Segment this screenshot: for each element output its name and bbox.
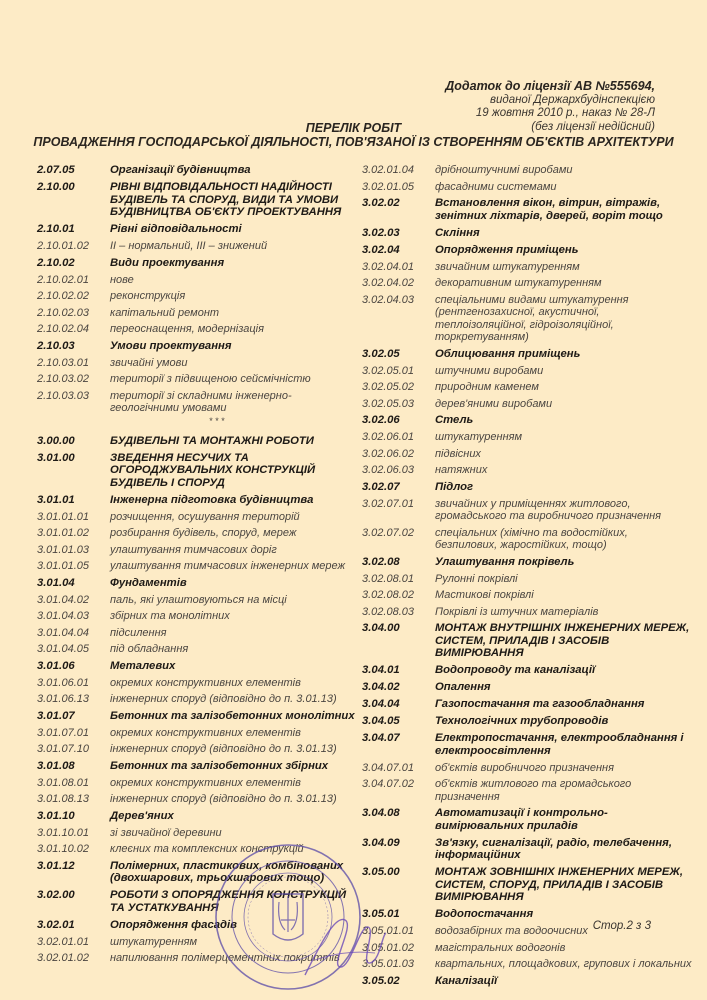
item-text: штучними виробами (435, 364, 544, 377)
list-item (37, 544, 357, 557)
list-item (362, 866, 692, 904)
item-text: Бетонних та залізобетонних монолітних (110, 709, 355, 722)
item-code: 3.02.02 (362, 197, 400, 209)
item-text: спеціальними видами штукатурення (рентгенозахисної, акустичної, теплоізоляційної, гідроізоляційної, торкретуванням) (435, 293, 629, 343)
item-text: Газопостачання та газообладнання (435, 698, 645, 710)
item-text: Облицювання приміщень (435, 347, 581, 360)
item-text: РІВНІ ВІДПОВІДАЛЬНОСТІ НАДІЙНОСТІ БУДІВЕЛЬ ТА СПОРУД, ВИДИ ТА УМОВИ БУДІВНИЦТВА ОБ'ЄКТУ ПРОЕКТУВАННЯ (110, 181, 342, 218)
item-text: магістральних водогонів (435, 941, 566, 954)
item-code: 3.02.08.03 (362, 605, 414, 618)
item-code: 3.02.01.01 (37, 935, 89, 948)
item-code: 3.01.06 (37, 659, 75, 672)
list-item (37, 511, 357, 524)
item-code: 3.02.01 (37, 918, 75, 931)
list-item (37, 777, 357, 790)
item-code: 3.02.04.03 (362, 293, 414, 306)
item-code: 3.05.01.01 (362, 925, 414, 937)
item-text: окремих конструктивних елементів (110, 676, 301, 689)
item-code: 3.02.01.02 (37, 952, 89, 964)
list-item (37, 257, 357, 270)
list-item (362, 778, 692, 803)
list-item (362, 498, 692, 523)
item-code: 3.01.01 (37, 493, 75, 506)
item-text: інженерних споруд (відповідно до п. 3.01.13) (110, 743, 337, 755)
item-code: 3.01.04 (37, 576, 75, 589)
item-code: 2.07.05 (37, 164, 75, 176)
item-text: Технологічних трубопроводів (435, 715, 609, 727)
list-item (362, 414, 692, 427)
item-code: 3.01.08.13 (37, 793, 89, 805)
item-code: 2.10.01 (37, 223, 75, 235)
item-text: водозабірних та водоочисних (435, 925, 588, 937)
item-text: Підлог (435, 480, 474, 493)
item-code: 3.02.07 (362, 480, 400, 493)
list-item (37, 827, 357, 840)
item-text: розчищення, осушування територій (110, 510, 300, 523)
list-item (362, 732, 692, 757)
list-item (37, 181, 357, 219)
list-item (362, 556, 692, 569)
item-code: 2.10.03 (37, 339, 75, 352)
item-text: зі звичайної деревини (110, 826, 222, 839)
list-item (37, 290, 357, 303)
item-code: 3.04.08 (362, 807, 400, 819)
handwritten-signature (300, 905, 390, 985)
list-item (362, 681, 692, 694)
list-item (37, 164, 357, 177)
item-code: 3.02.07.02 (362, 526, 414, 539)
list-item (362, 664, 692, 677)
item-text: об'єктів житлового та громадського призначення (435, 778, 632, 803)
list-item (362, 573, 692, 586)
list-item (37, 223, 357, 236)
item-code: 3.02.03 (362, 226, 400, 239)
item-code: 2.10.03.01 (37, 356, 89, 369)
item-text: Бетонних та залізобетонних збірних (110, 759, 329, 772)
list-item (37, 357, 357, 370)
item-text: дрібноштучнимі виробами (435, 164, 573, 176)
item-code: 3.02.05.03 (362, 397, 414, 410)
item-code: 3.02.06.02 (362, 447, 414, 460)
list-item (37, 810, 357, 823)
item-text: Організації будівництва (110, 164, 251, 176)
item-code: 3.01.07 (37, 709, 75, 722)
title-line-2: ПРОВАДЖЕННЯ ГОСПОДАРСЬКОЇ ДІЯЛЬНОСТІ, ПОВ'ЯЗАНОЇ ІЗ СТВОРЕННЯМ ОБ'ЄКТІВ АРХІТЕКТУРИ (33, 135, 674, 149)
item-text: Автоматизації і контрольно-вимірювальних приладів (435, 807, 608, 832)
issue-date-order: 19 жовтня 2010 р., наказ № 28-Л (475, 107, 655, 119)
list-item (362, 244, 692, 257)
list-item (37, 760, 357, 773)
item-code: 3.02.08 (362, 555, 400, 568)
item-code: 3.04.05 (362, 715, 400, 727)
item-code: 2.10.00 (37, 181, 75, 193)
item-code: 3.01.01.05 (37, 560, 89, 572)
item-text: капітальний ремонт (110, 306, 220, 319)
item-text: звичайним штукатуренням (435, 260, 580, 273)
list-item (362, 606, 692, 619)
list-item (362, 762, 692, 775)
item-code: 3.02.08.01 (362, 572, 414, 585)
list-item (362, 365, 692, 378)
item-code: 3.01.04.03 (37, 610, 89, 622)
list-item (362, 164, 692, 177)
item-text: Умови проектування (110, 339, 232, 352)
list-item (362, 197, 692, 222)
item-text: Інженерна підготовка будівництва (110, 493, 314, 506)
license-annex-title: Додаток до ліцензії АВ №555694, (445, 79, 655, 93)
validity-note: (без ліцензії недійсний) (531, 120, 655, 133)
item-code: 2.10.02.01 (37, 273, 89, 286)
item-text: Опорядження фасадів (110, 918, 237, 931)
list-item (362, 481, 692, 494)
item-text: штукатуренням (435, 431, 523, 443)
list-item (362, 448, 692, 461)
item-code: 3.02.04 (362, 243, 400, 256)
list-item (37, 710, 357, 723)
item-code: 3.04.07.01 (362, 761, 414, 774)
item-text: нове (110, 273, 134, 286)
item-text: інженерних споруд (відповідно до п. 3.01.13) (110, 693, 337, 705)
item-text: дерев'яними виробами (435, 397, 553, 410)
list-item (37, 727, 357, 740)
list-item (37, 693, 357, 706)
item-code: 3.02.06.03 (362, 464, 414, 476)
item-text: Покрівлі із штучних матеріалів (435, 605, 599, 618)
item-code: 3.04.01 (362, 664, 400, 676)
item-code: 3.04.02 (362, 681, 400, 693)
item-text: Водопостачання (435, 908, 534, 920)
list-item (362, 837, 692, 862)
item-text: улаштування тимчасових доріг (110, 543, 277, 556)
title-line-1: ПЕРЕЛІК РОБІТ (305, 121, 402, 135)
item-code: 3.01.10.02 (37, 843, 89, 855)
item-code: 3.01.06.13 (37, 693, 89, 705)
item-text: Види проектування (110, 256, 225, 269)
item-code: 2.10.02.03 (37, 306, 89, 319)
list-item (37, 307, 357, 320)
item-text: Улаштування покрівель (435, 555, 575, 568)
item-text: переоснащення, модернізація (110, 323, 264, 335)
item-text: Опалення (435, 681, 491, 693)
item-text: Опорядження приміщень (435, 243, 579, 256)
list-item (362, 715, 692, 728)
item-text: об'єктів виробничого призначення (435, 761, 614, 774)
item-code: 3.02.08.02 (362, 589, 414, 601)
list-item (37, 610, 357, 623)
list-item (37, 627, 357, 640)
item-code: 3.04.09 (362, 836, 400, 849)
list-item (37, 240, 357, 253)
item-code: 3.05.01.03 (362, 958, 414, 970)
item-text: МОНТАЖ ЗОВНІШНІХ ІНЖЕНЕРНИХ МЕРЕЖ, СИСТЕМ, СПОРУД, ПРИЛАДІВ І ЗАСОБІВ ВИМІРЮВАННЯ (435, 866, 683, 903)
item-text: РОБОТИ З ОПОРЯДЖЕННЯ КОНСТРУКЦІЙ ТА УСТАТКУВАННЯ (110, 889, 347, 914)
list-item (362, 589, 692, 602)
item-text: Рівні відповідальності (110, 223, 242, 235)
item-text: фасадними системами (435, 180, 557, 193)
item-text: розбирання будівель, споруд, мереж (110, 527, 297, 539)
item-text: підсилення (110, 626, 167, 639)
item-text: підвісних (435, 447, 481, 460)
list-item (37, 527, 357, 540)
item-text: Дерев'яних (110, 809, 174, 822)
item-text: реконструкція (110, 290, 186, 302)
list-item (362, 975, 692, 988)
item-code: 3.01.08.01 (37, 776, 89, 789)
item-code: 3.02.06.01 (362, 431, 414, 443)
item-text: натяжних (435, 464, 488, 476)
document-title (0, 121, 707, 149)
item-code: 3.01.01.02 (37, 527, 89, 539)
issued-by: виданої Держархбудінспекцією (489, 93, 655, 106)
list-item (37, 340, 357, 353)
item-code: 3.02.01.04 (362, 164, 414, 176)
item-text: під обладнання (110, 643, 189, 655)
item-code: 3.02.05.02 (362, 381, 414, 393)
item-text: напилювання полімерцементних покриттів (110, 952, 340, 964)
item-code: 2.10.02 (37, 256, 75, 269)
item-code: 3.01.01.03 (37, 543, 89, 556)
item-code: 2.10.02.02 (37, 290, 89, 302)
item-code: 3.04.07 (362, 732, 400, 744)
item-code: 3.02.04.02 (362, 277, 414, 289)
item-text: Електропостачання, електрообладнання і електроосвітлення (435, 732, 684, 757)
item-code: 2.10.03.02 (37, 373, 89, 385)
item-code: 3.01.00 (37, 451, 75, 464)
item-text: Водопроводу та каналізації (435, 664, 596, 676)
item-code: 3.02.05 (362, 347, 400, 360)
item-text: Мастикові покрівлі (435, 589, 534, 601)
item-code: 3.01.04.05 (37, 643, 89, 655)
list-item (37, 660, 357, 673)
item-text: природним каменем (435, 381, 539, 393)
item-code: 3.02.04.01 (362, 260, 414, 273)
item-text: окремих конструктивних елементів (110, 776, 301, 789)
list-item (362, 294, 692, 344)
item-text: звичайні умови (110, 356, 188, 369)
list-item (362, 277, 692, 290)
item-text: МОНТАЖ ВНУТРІШНІХ ІНЖЕНЕРНИХ МЕРЕЖ, СИСТЕМ, ПРИЛАДІВ І ЗАСОБІВ ВИМІРЮВАННЯ (435, 622, 690, 659)
list-item (362, 398, 692, 411)
section-separator: * * * (209, 415, 225, 426)
list-item (37, 452, 357, 490)
item-code: 3.02.01.05 (362, 180, 414, 193)
item-text: декоративним штукатуренням (435, 277, 602, 289)
list-item (362, 464, 692, 477)
item-text: Стель (435, 414, 474, 426)
item-text: Полімерних, пластикових, комбінованих (двохшарових, трьохшарових тощо) (110, 859, 344, 884)
list-item (362, 908, 692, 921)
item-text: Фундаментів (110, 576, 187, 589)
item-code: 3.02.06 (362, 414, 400, 426)
list-item (362, 958, 692, 971)
item-code: 3.01.01.01 (37, 510, 89, 523)
item-code: 3.05.02 (362, 974, 400, 987)
item-text: Рулонні покрівлі (435, 572, 518, 585)
item-code: 3.01.12 (37, 859, 75, 872)
list-item (37, 390, 357, 415)
list-item (37, 494, 357, 507)
list-item (362, 227, 692, 240)
item-text: ЗВЕДЕННЯ НЕСУЧИХ ТА ОГОРОДЖУВАЛЬНИХ КОНСТРУКЦІЙ БУДІВЕЛЬ І СПОРУД (110, 451, 316, 489)
list-item (362, 431, 692, 444)
item-code: 2.10.03.03 (37, 389, 89, 402)
item-code: 3.02.00 (37, 889, 75, 901)
item-text: ІІ – нормальний, ІІІ – знижений (110, 240, 268, 252)
list-item (362, 807, 692, 832)
item-code: 3.01.10.01 (37, 826, 89, 839)
list-item (362, 942, 692, 955)
item-code: 3.01.04.04 (37, 626, 89, 639)
item-code: 3.01.04.02 (37, 593, 89, 606)
item-code: 3.05.01 (362, 908, 400, 920)
list-item (362, 261, 692, 274)
item-code: 3.01.08 (37, 759, 75, 772)
page-number: Стор.2 з 3 (592, 920, 651, 932)
item-text: Металевих (110, 659, 176, 672)
item-text: спеціальних (хімічно та водостійких, безпилових, жаростійких, тощо) (435, 526, 628, 551)
list-item (37, 435, 357, 448)
item-text: БУДІВЕЛЬНІ ТА МОНТАЖНІ РОБОТИ (110, 434, 314, 447)
item-code: 3.04.04 (362, 698, 400, 710)
item-code: 2.10.02.04 (37, 323, 89, 335)
item-text: території з підвищеною сейсмічністю (110, 373, 311, 385)
item-code: 3.05.00 (362, 866, 400, 878)
list-item (37, 274, 357, 287)
item-code: 2.10.01.02 (37, 240, 89, 252)
list-item (37, 560, 357, 573)
item-text: паль, які улаштовуються на місці (110, 593, 287, 606)
list-item (37, 594, 357, 607)
item-text: території зі складними інженерно-геологічними умовами (110, 389, 292, 414)
item-text: Зв'язку, сигналізації, радіо, телебачення, інформаційних (435, 836, 672, 861)
list-item (362, 698, 692, 711)
item-code: 3.01.07.01 (37, 726, 89, 739)
list-item (362, 181, 692, 194)
list-item (37, 743, 357, 756)
item-text: окремих конструктивних елементів (110, 726, 301, 739)
list-item (362, 381, 692, 394)
item-code: 3.04.00 (362, 622, 400, 634)
right-column-list (362, 164, 692, 992)
item-code: 3.01.07.10 (37, 743, 89, 755)
item-text: Каналізації (435, 974, 498, 987)
list-item (37, 577, 357, 590)
list-item (362, 348, 692, 361)
item-text: Встановлення вікон, вітрин, вітражів, зенітних ліхтарів, дверей, воріт тощо (435, 197, 663, 222)
item-text: збірних та монолітних (110, 610, 230, 622)
item-text: клеєних та комплексних конструкцій (110, 843, 304, 855)
list-item (362, 527, 692, 552)
item-code: 3.02.07.01 (362, 497, 414, 510)
item-text: квартальних, площадкових, групових і локальних (435, 958, 692, 970)
list-item (37, 793, 357, 806)
item-text: улаштування тимчасових інженерних мереж (110, 560, 346, 572)
item-code: 3.00.00 (37, 434, 75, 447)
list-item (37, 373, 357, 386)
item-code: 3.01.10 (37, 809, 75, 822)
list-item (37, 323, 357, 336)
item-text: інженерних споруд (відповідно до п. 3.01.13) (110, 793, 337, 805)
item-text: Скління (435, 226, 480, 239)
list-item (37, 677, 357, 690)
item-code: 3.02.05.01 (362, 364, 414, 377)
list-item (362, 622, 692, 660)
item-code: 3.04.07.02 (362, 778, 414, 790)
item-text: звичайних у приміщеннях житлового, громадського та виробничого призначення (435, 497, 662, 522)
item-text: штукатуренням (110, 935, 198, 948)
list-item (37, 643, 357, 656)
item-code: 3.05.01.02 (362, 941, 414, 954)
item-code: 3.01.06.01 (37, 676, 89, 689)
